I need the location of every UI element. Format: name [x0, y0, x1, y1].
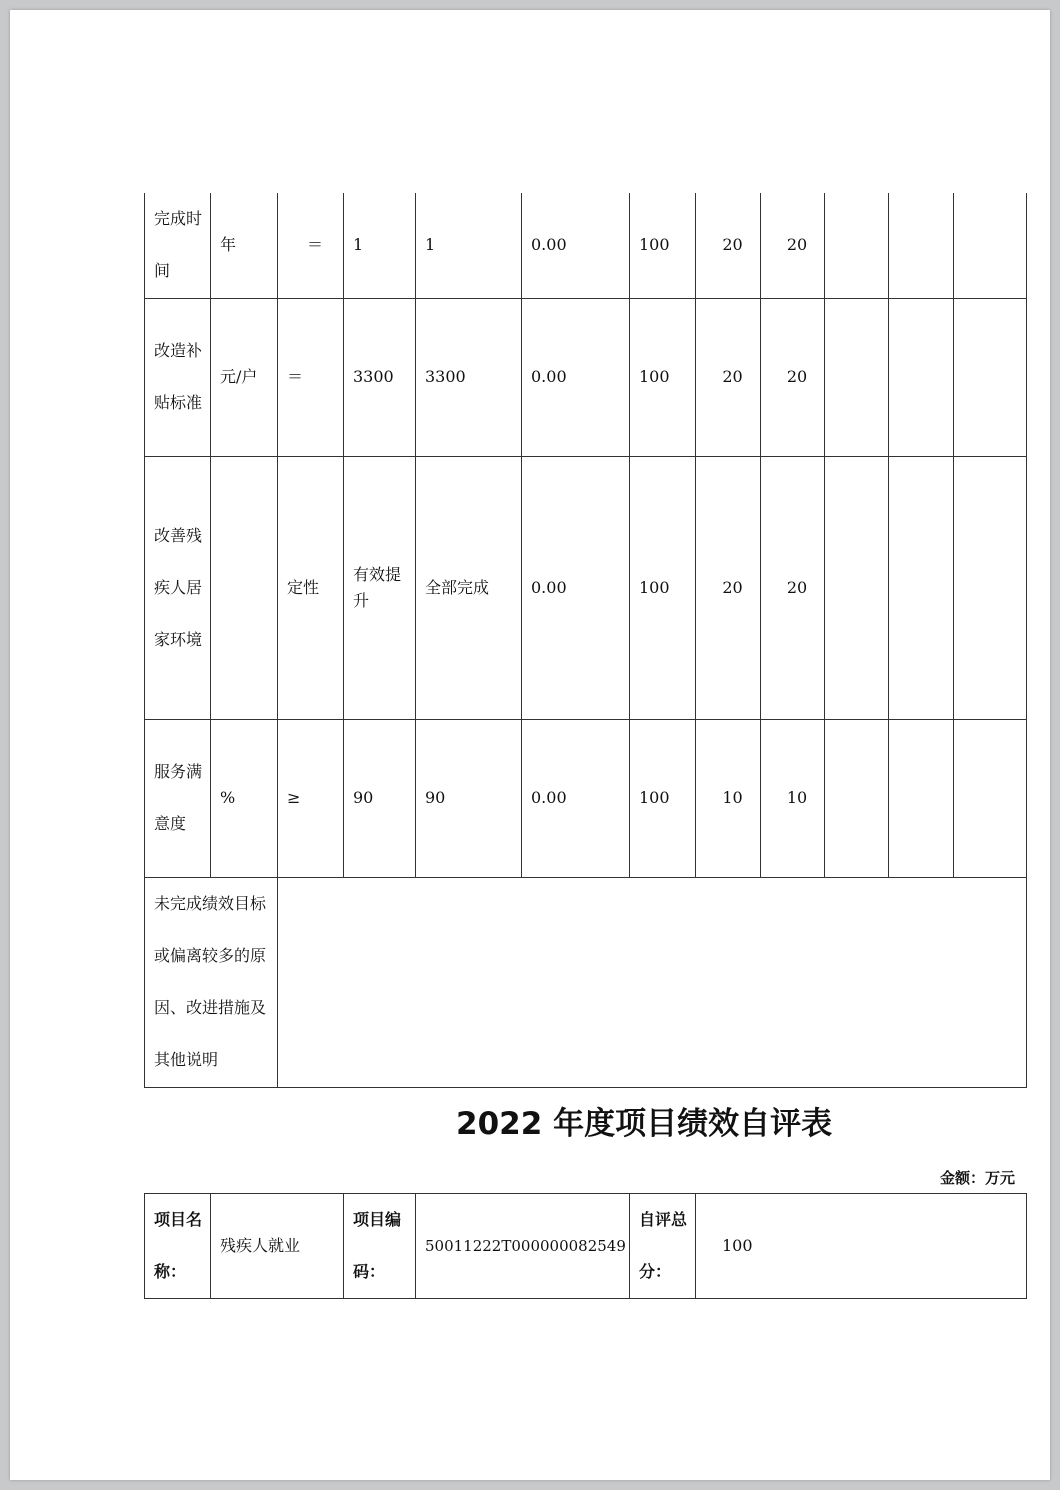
- self-score-label: 自评总分：: [630, 1194, 696, 1299]
- indicator-target: 1: [344, 193, 416, 298]
- indicator-rate: 100: [630, 193, 696, 298]
- indicator-deviation: 0.00: [522, 719, 630, 877]
- indicator-score: 20: [761, 456, 825, 719]
- indicator-actual: 3300: [416, 298, 522, 456]
- indicator-name: 完成时间: [145, 193, 211, 298]
- indicator-weight: 20: [696, 456, 761, 719]
- empty-cell: [825, 719, 889, 877]
- table-row: [145, 298, 1027, 456]
- empty-cell: [825, 456, 889, 719]
- remarks-row: [145, 877, 1027, 1087]
- indicator-unit: 元/户: [211, 298, 278, 456]
- indicator-unit: [211, 456, 278, 719]
- empty-cell: [889, 456, 954, 719]
- page-title: 2022 年度项目绩效自评表: [456, 1106, 833, 1142]
- project-code-value: 50011222T000000082549: [416, 1194, 630, 1299]
- indicator-unit: %: [211, 719, 278, 877]
- indicator-unit: 年: [211, 193, 278, 298]
- indicator-score: 10: [761, 719, 825, 877]
- empty-cell: [889, 193, 954, 298]
- self-score-value: 100: [696, 1194, 1027, 1299]
- indicator-rate: 100: [630, 456, 696, 719]
- indicator-score: 20: [761, 298, 825, 456]
- indicator-name: 服务满意度: [145, 719, 211, 877]
- indicator-deviation: 0.00: [522, 456, 630, 719]
- indicator-name: 改善残疾人居家环境: [145, 456, 211, 719]
- project-info-table: [144, 1193, 1027, 1299]
- indicator-target: 90: [344, 719, 416, 877]
- indicator-deviation: 0.00: [522, 193, 630, 298]
- indicator-weight: 20: [696, 298, 761, 456]
- indicator-actual: 1: [416, 193, 522, 298]
- indicator-operator: ＝: [278, 298, 344, 456]
- empty-cell: [825, 193, 889, 298]
- table-row: [145, 1194, 1027, 1299]
- indicator-weight: 10: [696, 719, 761, 877]
- indicator-rate: 100: [630, 719, 696, 877]
- document-page: [10, 10, 1050, 1480]
- indicator-score: 20: [761, 193, 825, 298]
- indicator-operator: 定性: [278, 456, 344, 719]
- indicator-rate: 100: [630, 298, 696, 456]
- empty-cell: [954, 456, 1027, 719]
- remarks-value: [278, 877, 1027, 1087]
- project-code-label: 项目编码：: [344, 1194, 416, 1299]
- amount-unit-label: 金额：万元: [939, 1169, 1015, 1187]
- empty-cell: [889, 298, 954, 456]
- indicator-actual: 90: [416, 719, 522, 877]
- table-row: [145, 719, 1027, 877]
- indicator-actual: 全部完成: [416, 456, 522, 719]
- table-row: [145, 193, 1027, 298]
- indicator-operator: ＝: [278, 193, 344, 298]
- indicator-weight: 20: [696, 193, 761, 298]
- remarks-label: 未完成绩效目标或偏离较多的原因、改进措施及其他说明: [145, 877, 278, 1087]
- indicator-target: 有效提升: [344, 456, 416, 719]
- empty-cell: [954, 193, 1027, 298]
- project-name-value: 残疾人就业: [211, 1194, 344, 1299]
- indicator-operator: ≥: [278, 719, 344, 877]
- empty-cell: [825, 298, 889, 456]
- empty-cell: [889, 719, 954, 877]
- table-row: [145, 456, 1027, 719]
- project-name-label: 项目名称：: [145, 1194, 211, 1299]
- empty-cell: [954, 719, 1027, 877]
- indicator-name: 改造补贴标准: [145, 298, 211, 456]
- empty-cell: [954, 298, 1027, 456]
- performance-indicator-table: [144, 193, 1027, 1088]
- indicator-target: 3300: [344, 298, 416, 456]
- indicator-deviation: 0.00: [522, 298, 630, 456]
